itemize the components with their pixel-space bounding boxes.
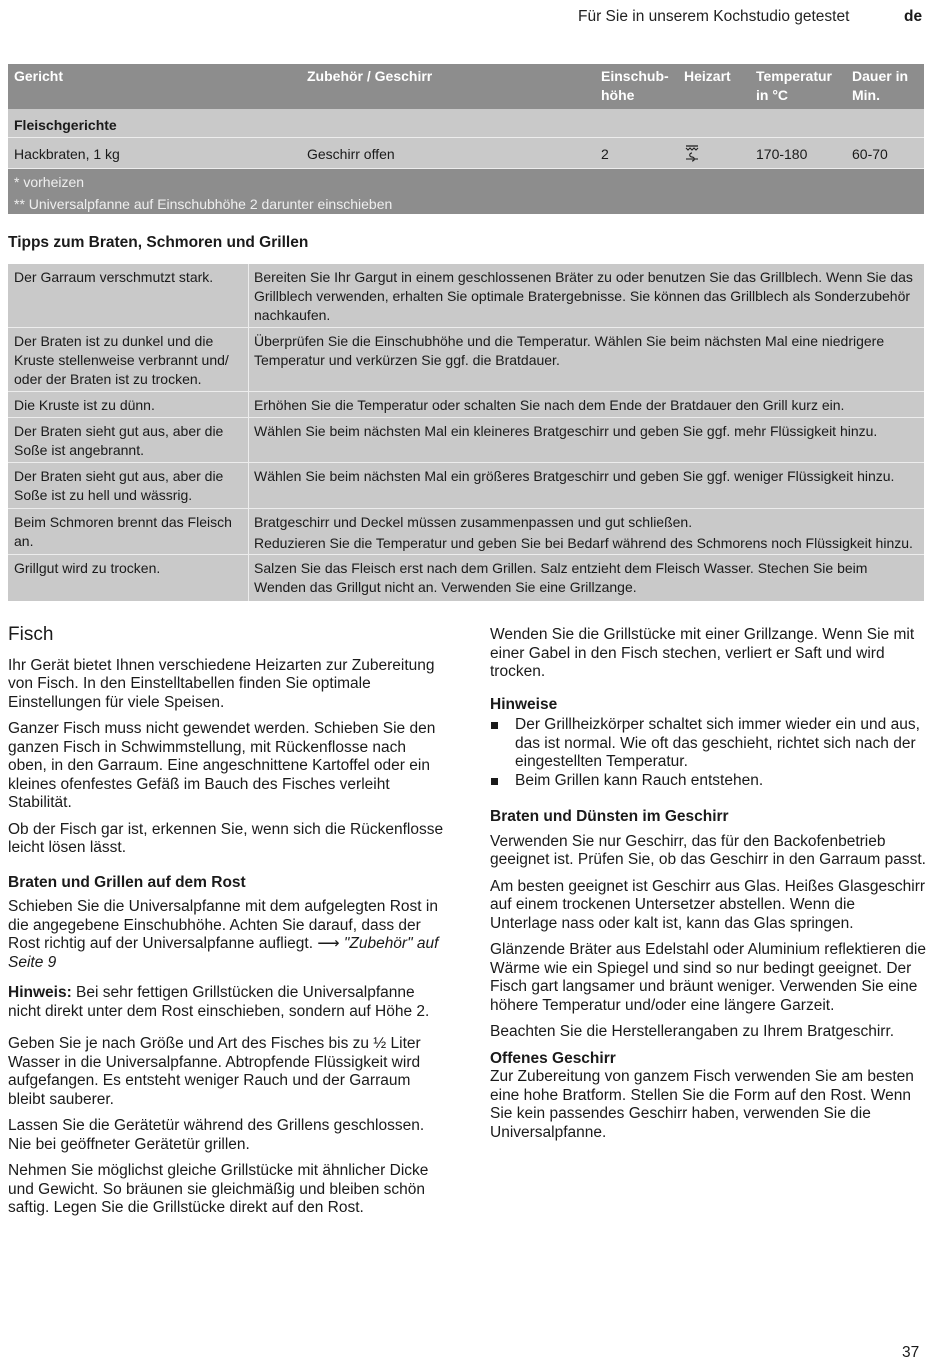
cross-reference-link[interactable]: "Zubehör" auf Seite 9: [8, 935, 439, 971]
col-zubehoer: Zubehör / Geschirr: [307, 68, 433, 84]
cell-zubehoer: Geschirr offen: [307, 146, 395, 162]
paragraph: Geben Sie je nach Größe und Art des Fisches bis zu ½ Liter Wasser in die Universalpfanne. Abtropfende Flüssigkeit wird aufgefangen. Es entsteht weniger Rauch und der Garraum bleibt sauberer.: [8, 1035, 421, 1108]
paragraph: Nehmen Sie möglichst gleiche Grillstücke mit ähnlicher Dicke und Gewicht. So bräunen sie gleichmäßig und bleiben schön saftig. Legen Sie die Grillstücke direkt auf den Rost.: [8, 1162, 429, 1216]
tip-problem: Beim Schmoren brennt das Fleisch an.: [14, 514, 232, 549]
subheading-hinweise: Hinweise: [490, 695, 558, 713]
column-divider: [248, 392, 249, 417]
tip-problem: Der Braten sieht gut aus, aber die Soße ist angebrannt.: [14, 423, 224, 458]
col-temp-line1: Temperatur: [756, 68, 832, 84]
tip-solution-line: Bratgeschirr und Deckel müssen zusammenpassen und gut schließen.: [254, 514, 693, 530]
tip-problem: Der Garraum verschmutzt stark.: [14, 269, 214, 285]
paragraph: Ihr Gerät bietet Ihnen verschiedene Heizarten zur Zubereitung von Fisch. In den Einstelltabellen finden Sie optimale Einstellungen für viele Speisen.: [8, 656, 435, 711]
tip-solution: Erhöhen Sie die Temperatur oder schalten Sie nach dem Ende der Bratdauer den Grill kurz ein.: [254, 397, 845, 413]
footnote-preheat: * vorheizen: [14, 174, 85, 190]
section-label: Fleischgerichte: [14, 117, 117, 133]
list-item-text: Der Grillheizkörper schaltet sich immer wieder ein und aus, das ist normal. Wie oft das geschieht, richtet sich nach der eingestellten Temperatur.: [515, 716, 920, 770]
tip-problem: Der Braten ist zu dunkel und die Kruste stellenweise verbrannt und/ oder der Braten ist zu trocken.: [14, 333, 229, 387]
cell-einschub: 2: [601, 146, 609, 162]
notes-list: [490, 716, 926, 790]
tip-solution-line: Reduzieren Sie die Temperatur und geben Sie bei Bedarf während des Schmorens noch Flüssigkeit hinzu.: [254, 535, 913, 551]
col-gericht: Gericht: [14, 68, 64, 84]
paragraph: Zur Zubereitung von ganzem Fisch verwenden Sie am besten eine hohe Bratform. Stellen Sie die Form auf den Rost. Wenn Sie kein passendes Geschirr haben, verwenden Sie die Universalpfanne.: [490, 1068, 914, 1141]
tip-problem: Die Kruste ist zu dünn.: [14, 397, 155, 413]
paragraph: Ganzer Fisch muss nicht gewendet werden. Schieben Sie den ganzen Fisch in Schwimmstellung, mit Rückenflosse nach oben, in den Garraum. Eine angeschnittene Kartoffel oder ein kleines ofenfestes Gefäß im Bauch des Fisches verleiht Stabilität.: [8, 720, 436, 811]
paragraph: Glänzende Bräter aus Edelstahl oder Aluminium reflektieren die Wärme wie ein Spiegel und sind so nur bedingt geeignet. Der Fisch gart langsamer und bräunt weniger. Verwenden Sie eine höhere Temperatur und/oder eine längere Garzeit.: [490, 941, 926, 1014]
tip-solution: Bereiten Sie Ihr Gargut in einem geschlossenen Bräter zu oder benutzen Sie das Grillblech. Wenn Sie das Grillblech verwenden, erhalten Sie optimale Bratergebnisse. Sie können das Grillblech als Sonderzubehör nachkaufen.: [254, 269, 913, 323]
tips-row: [8, 392, 924, 418]
cell-gericht: Hackbraten, 1 kg: [14, 146, 120, 162]
note-paragraph: [8, 984, 448, 1021]
tip-solution: Wählen Sie beim nächsten Mal ein größeres Bratgeschirr und geben Sie ggf. weniger Flüssigkeit hinzu.: [254, 468, 895, 484]
subheading-rost: Braten und Grillen auf dem Rost: [8, 873, 246, 891]
tips-row: [8, 418, 924, 463]
subheading-offen: Offenes Geschirr: [490, 1049, 616, 1067]
page-number: 37: [902, 1344, 920, 1361]
cell-dauer: 60-70: [852, 146, 888, 162]
square-bullet-icon: [491, 778, 498, 785]
square-bullet-icon: [491, 722, 498, 729]
col-dauer-line2: Min.: [852, 87, 880, 103]
tips-row: [8, 509, 924, 555]
table-header: [8, 64, 924, 109]
footnote-pan: ** Universalpfanne auf Einschubhöhe 2 darunter einschieben: [14, 196, 393, 212]
column-divider: [248, 328, 249, 391]
paragraph: Beachten Sie die Herstellerangaben zu Ihrem Bratgeschirr.: [490, 1023, 895, 1040]
paragraph-text: Schieben Sie die Universalpfanne mit dem aufgelegten Rost in die angegebene Einschubhöhe. Achten Sie darauf, dass der Rost richtig auf der Universalpfanne aufliegt.: [8, 898, 438, 952]
list-item-text: Beim Grillen kann Rauch entstehen.: [515, 771, 764, 789]
right-column: [490, 626, 926, 1150]
paragraph: Lassen Sie die Gerätetür während des Grillens geschlossen. Nie bei geöffneter Gerätetür grillen.: [8, 1117, 425, 1153]
table-footnotes: [8, 169, 924, 214]
tips-row: [8, 463, 924, 509]
tips-row: [8, 555, 924, 601]
note-text: Bei sehr fettigen Grillstücken die Universalpfanne nicht direkt unter dem Rost einschieben, sondern auf Höhe 2.: [8, 984, 430, 1020]
column-divider: [248, 555, 249, 601]
tip-solution: Wählen Sie beim nächsten Mal ein kleineres Bratgeschirr und geben Sie ggf. mehr Flüssigkeit hinzu.: [254, 423, 878, 439]
list-item: [490, 716, 926, 772]
paragraph: Ob der Fisch gar ist, erkennen Sie, wenn sich die Rückenflosse leicht lösen lässt.: [8, 820, 444, 856]
col-einschub: [601, 67, 669, 105]
cell-temperatur: 170-180: [756, 146, 808, 162]
column-divider: [248, 509, 249, 554]
paragraph: Am besten geeignet ist Geschirr aus Glas. Heißes Glasgeschirr auf einem trockenen Untersetzer abstellen. Wenn die Unterlage nass oder kalt ist, kann das Glas springen.: [490, 877, 926, 932]
column-divider: [248, 463, 249, 508]
col-dauer: [852, 67, 908, 105]
paragraph: Verwenden Sie nur Geschirr, das für den Backofenbetrieb geeignet ist. Prüfen Sie, ob das Geschirr in den Garraum passt.: [490, 832, 926, 868]
tips-row: [8, 328, 924, 392]
arrow-right-icon: ⟶: [317, 935, 340, 952]
settings-table: [8, 64, 924, 214]
language-tag: de: [904, 8, 923, 25]
tips-table: [8, 264, 924, 601]
left-column: [8, 626, 448, 1226]
tip-solution: [254, 513, 920, 553]
tip-solution: Überprüfen Sie die Einschubhöhe und die Temperatur. Wählen Sie beim nächsten Mal eine niedrigere Temperatur und verkürzen Sie ggf. die Bratdauer.: [254, 333, 885, 368]
tips-heading: Tipps zum Braten, Schmoren und Grillen: [8, 234, 309, 251]
table-row: [8, 138, 924, 169]
tip-problem: Grillgut wird zu trocken.: [14, 560, 161, 576]
note-label: Hinweis:: [8, 984, 72, 1001]
tip-solution: Salzen Sie das Fleisch erst nach dem Grillen. Salz entzieht dem Fleisch Wasser. Stechen Sie beim Wenden das Grillgut nicht an. Verwenden Sie eine Grillzange.: [254, 560, 868, 595]
col-dauer-line1: Dauer in: [852, 68, 909, 84]
col-einschub-line2: höhe: [601, 87, 635, 103]
grill-circulating-air-icon: [684, 144, 700, 165]
paragraph: [8, 898, 448, 972]
list-item: [490, 772, 926, 791]
tips-row: [8, 264, 924, 328]
section-title-fisch: Fisch: [8, 624, 54, 645]
col-heizart: Heizart: [684, 68, 731, 84]
page-header-title: Für Sie in unserem Kochstudio getestet: [578, 8, 850, 25]
subheading-geschirr: Braten und Dünsten im Geschirr: [490, 808, 729, 825]
col-temperatur: [756, 67, 832, 105]
column-divider: [248, 264, 249, 327]
paragraph: Wenden Sie die Grillstücke mit einer Grillzange. Wenn Sie mit einer Gabel in den Fisch stechen, verliert er Saft und wird trocken.: [490, 626, 915, 680]
table-section-title: [8, 109, 924, 138]
tip-problem: Der Braten sieht gut aus, aber die Soße ist zu hell und wässrig.: [14, 468, 224, 503]
col-einschub-line1: Einschub-: [601, 68, 669, 84]
column-divider: [248, 418, 249, 462]
col-temp-line2: in °C: [756, 87, 789, 103]
